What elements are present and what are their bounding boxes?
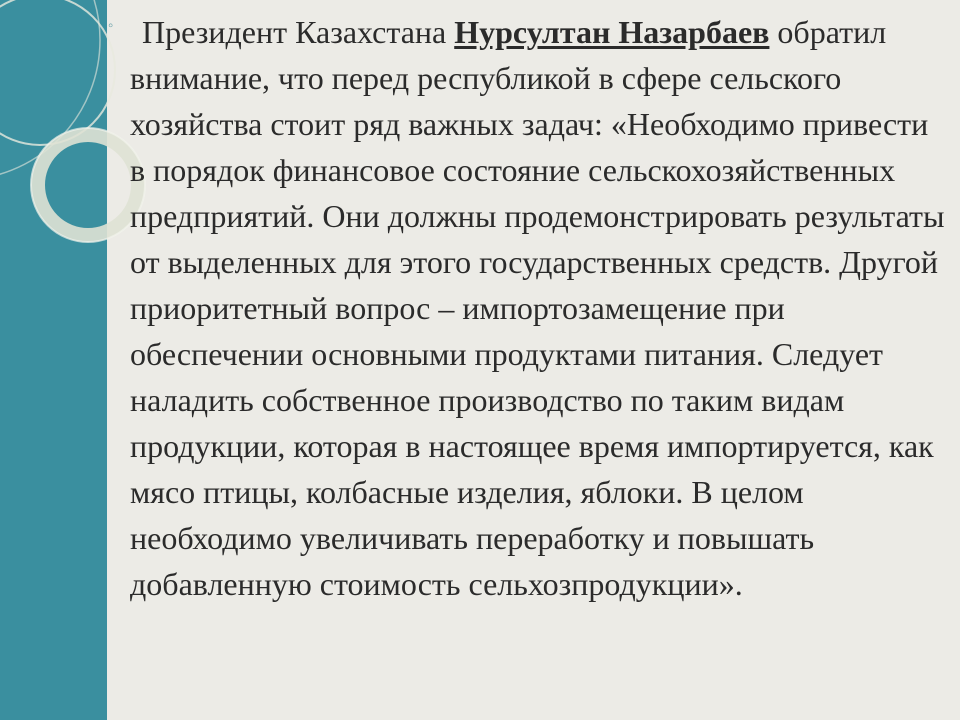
president-name: Нурсултан Назарбаев [454,14,770,50]
body-text: обратил внимание, что перед республикой в сфере сельского хозяйства стоит ряд важных задач: «Необходимо привести в порядок финансовое состояние сельскохозяйственных предприятий. Они должны продемонстрировать результаты от выделенных для этого государственных средств. Другой приоритетный вопрос – импортозамещение при обеспечении основными продуктами питания. Следует наладить собственное производство по таким видам продукции, которая в настоящее время импортируется, как мясо птицы, колбасные изделия, яблоки. В целом необходимо увеличивать переработку и повышать добавленную стоимость сельхозпродукции». [130,14,945,602]
intro-text: Президент Казахстана [142,14,455,50]
side-band [0,0,107,720]
slide-paragraph [130,9,945,607]
bullet-icon: ◦ [108,18,114,34]
